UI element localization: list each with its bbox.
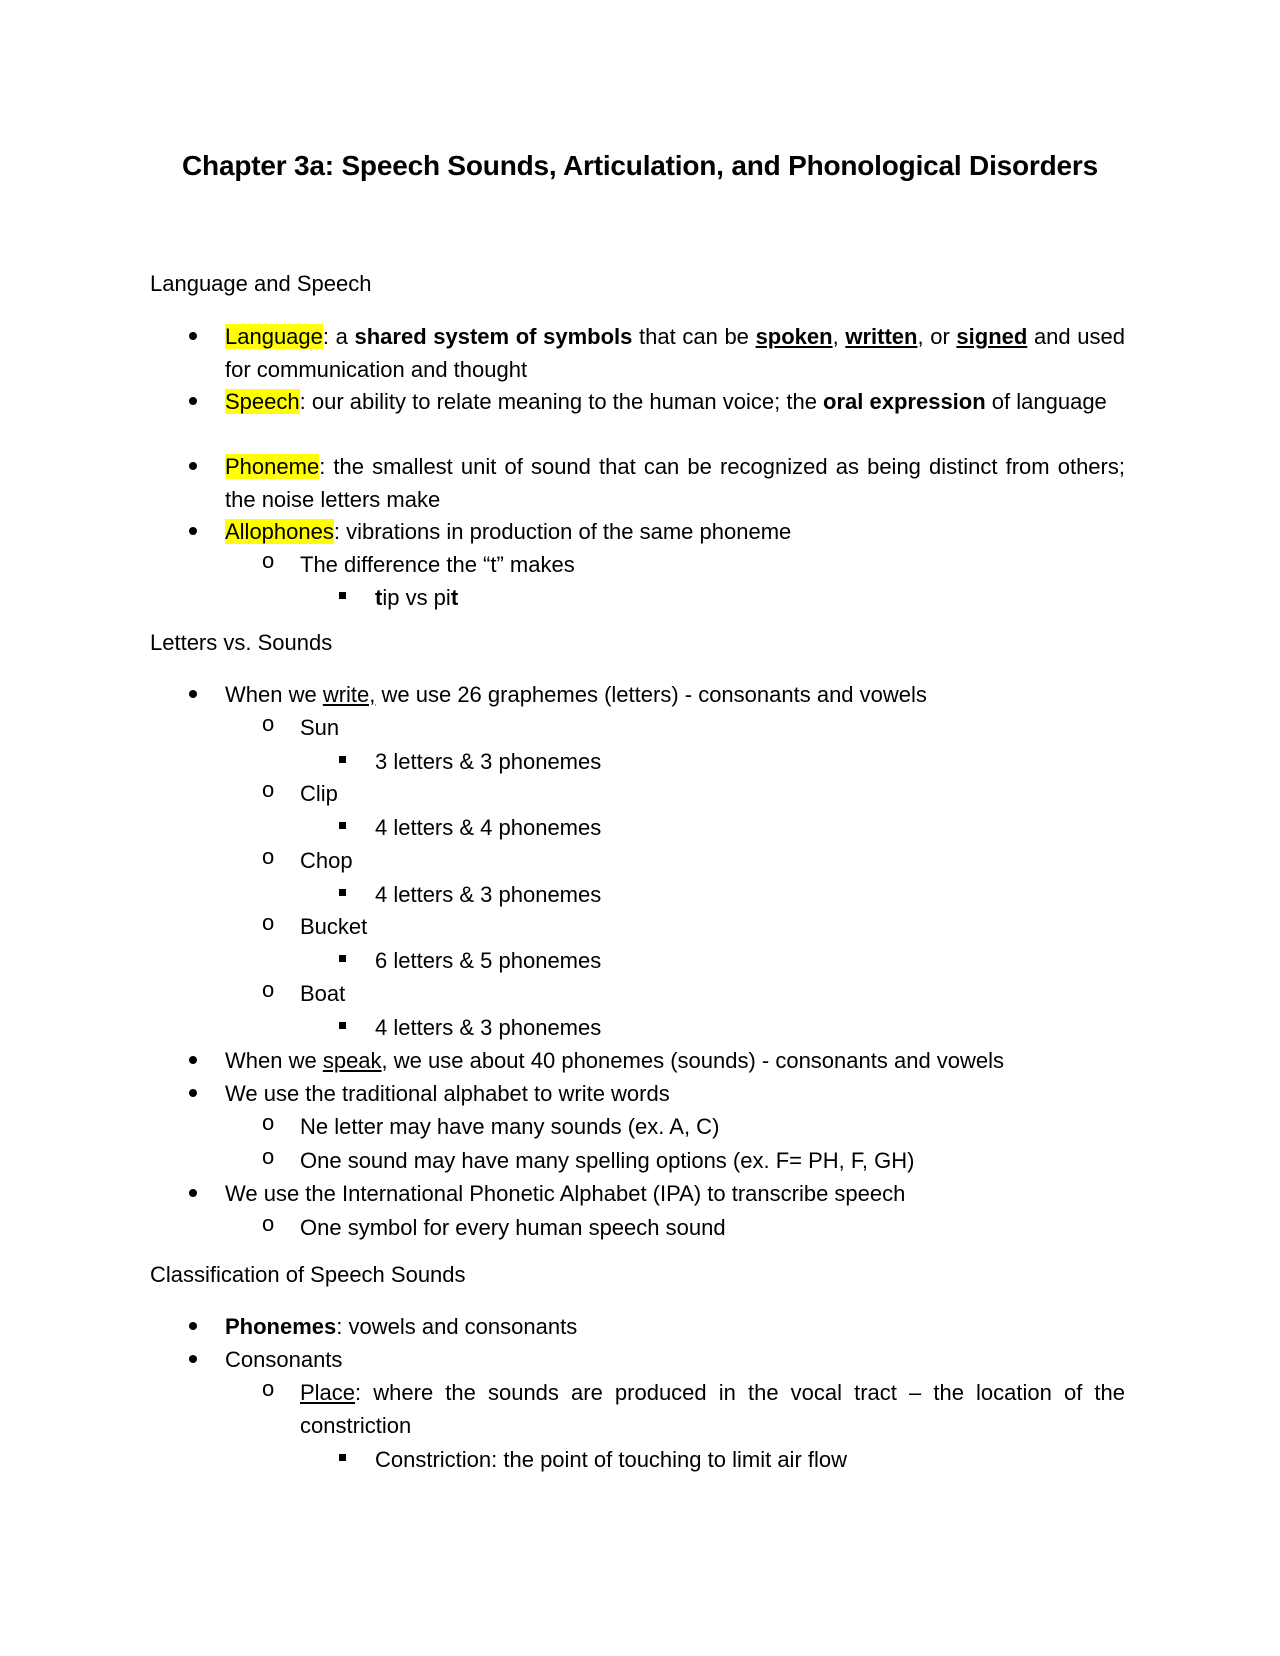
sub-bullet-marker: o <box>262 977 275 1002</box>
sub-sub-bullet-marker <box>339 1022 346 1029</box>
highlighted-term: Phoneme <box>225 454 320 479</box>
section-heading-classification: Classification of Speech Sounds <box>150 1262 466 1287</box>
sub-sub-bullet-marker <box>339 889 346 896</box>
list-item-phonemes: Phonemes: vowels and consonants <box>225 1314 578 1339</box>
bullet-marker <box>189 1355 197 1363</box>
bullet-marker <box>189 1089 197 1097</box>
list-item-count: 4 letters & 3 phonemes <box>375 882 602 907</box>
bullet-marker <box>189 1322 197 1330</box>
list-item-count: 4 letters & 3 phonemes <box>375 1015 602 1040</box>
bullet-marker <box>189 332 197 340</box>
bullet-marker <box>189 462 197 470</box>
list-item-ipa: We use the International Phonetic Alphabet (IPA) to transcribe speech <box>225 1181 906 1206</box>
list-item-word: Sun <box>300 715 340 740</box>
list-item-consonants: Consonants <box>225 1347 343 1372</box>
sub-bullet-marker: o <box>262 1110 275 1135</box>
highlighted-term: Language <box>225 324 323 349</box>
sub-sub-bullet-marker <box>339 756 346 763</box>
list-item-word: Bucket <box>300 914 368 939</box>
list-item-count: 6 letters & 5 phonemes <box>375 948 602 973</box>
highlighted-term: Allophones <box>225 519 334 544</box>
sub-sub-bullet-marker <box>339 592 346 599</box>
highlighted-term: Speech <box>225 389 300 414</box>
sub-bullet-marker: o <box>262 777 275 802</box>
bullet-marker <box>189 397 197 405</box>
list-item-speech: Speech: our ability to relate meaning to the human voice; the oral expression of language <box>225 389 1107 414</box>
list-item-count: 3 letters & 3 phonemes <box>375 749 602 774</box>
list-item-word: Boat <box>300 981 346 1006</box>
list-item-place: Place: where the sounds are produced in the vocal tract – the location of the constriction <box>300 1380 1125 1438</box>
list-item-count: 4 letters & 4 phonemes <box>375 815 602 840</box>
sub-bullet-marker: o <box>262 1144 275 1169</box>
sub-sub-bullet-marker <box>339 822 346 829</box>
sub-bullet-marker: o <box>262 711 275 736</box>
list-item-allophones: Allophones: vibrations in production of the same phoneme <box>225 519 792 544</box>
section-heading-language-speech: Language and Speech <box>150 271 372 296</box>
list-item-alphabet: We use the traditional alphabet to write words <box>225 1081 670 1106</box>
bullet-marker <box>189 527 197 535</box>
list-item-alphabet-sub: One sound may have many spelling options (ex. F= PH, F, GH) <box>300 1148 915 1173</box>
sub-sub-bullet-marker <box>339 1454 346 1461</box>
list-item-phoneme: Phoneme: the smallest unit of sound that can be recognized as being distinct from others; the noise letters make <box>225 454 1125 512</box>
list-item-example: tip vs pit <box>375 585 459 610</box>
bullet-marker <box>189 1056 197 1064</box>
sub-bullet-marker: o <box>262 844 275 869</box>
sub-bullet-marker: o <box>262 910 275 935</box>
section-heading-letters-sounds: Letters vs. Sounds <box>150 630 333 655</box>
bullet-marker <box>189 1189 197 1197</box>
list-item-constriction: Constriction: the point of touching to limit air flow <box>375 1447 848 1472</box>
sub-bullet-marker: o <box>262 1376 275 1401</box>
list-item-speak: When we speak, we use about 40 phonemes (sounds) - consonants and vowels <box>225 1048 1005 1073</box>
page-title: Chapter 3a: Speech Sounds, Articulation, and Phonological Disorders <box>182 150 1098 181</box>
bullet-marker <box>189 690 197 698</box>
list-item-word: Chop <box>300 848 353 873</box>
sub-sub-bullet-marker <box>339 955 346 962</box>
list-item-language: Language: a shared system of symbols that can be spoken, written, or signed and used for communication and thought <box>225 324 1125 382</box>
list-item-ipa-sub: One symbol for every human speech sound <box>300 1215 726 1240</box>
list-item-write: When we write, we use 26 graphemes (letters) - consonants and vowels <box>225 682 927 707</box>
list-item-alphabet-sub: Ne letter may have many sounds (ex. A, C) <box>300 1114 720 1139</box>
sub-bullet-marker: o <box>262 1211 275 1236</box>
sub-bullet-marker: o <box>262 548 275 573</box>
list-item-word: Clip <box>300 781 338 806</box>
list-item-difference: The difference the “t” makes <box>300 552 575 577</box>
